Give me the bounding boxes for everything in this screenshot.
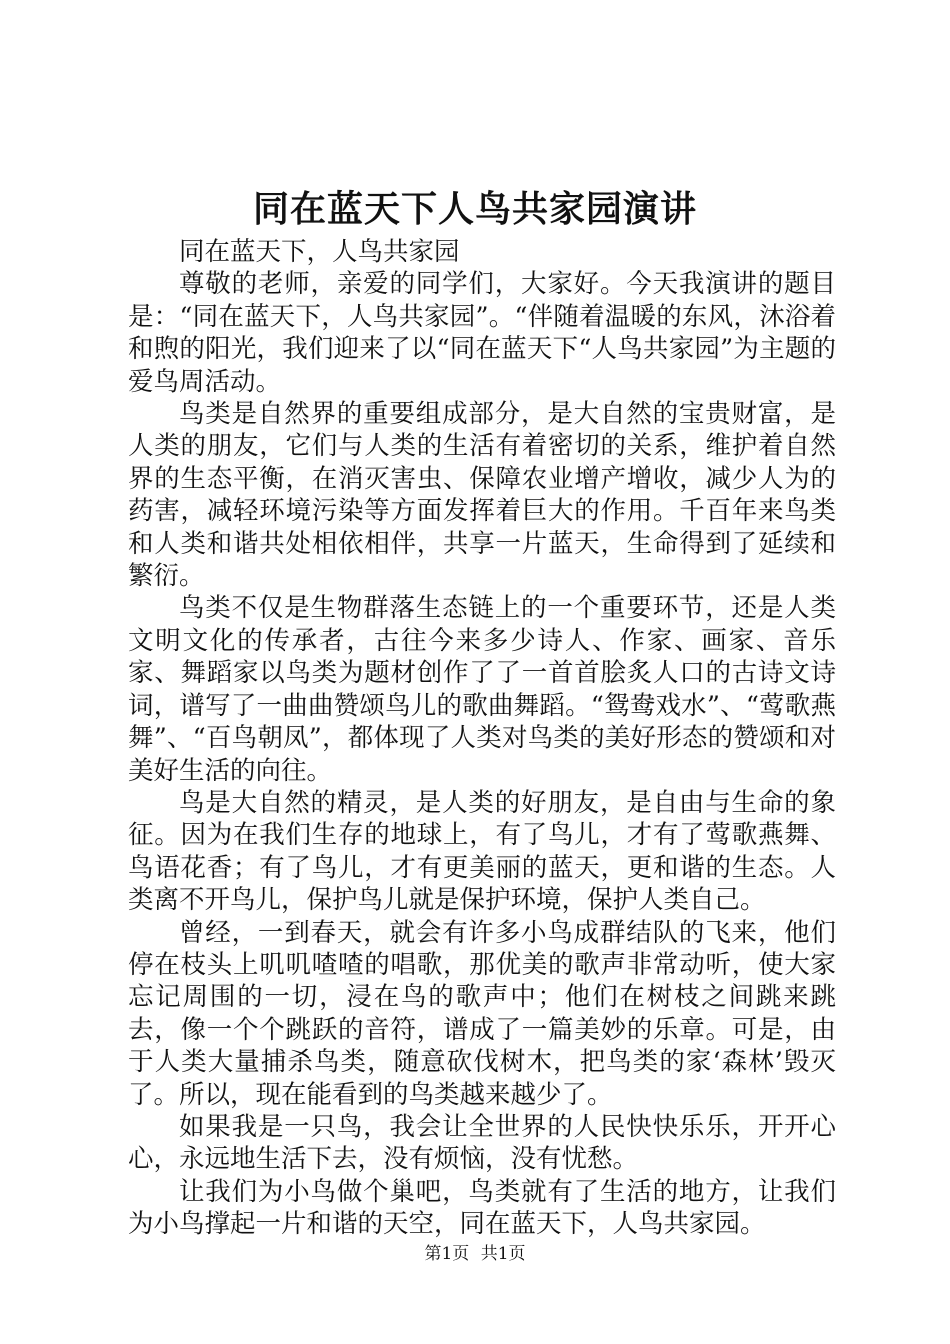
- document-title: 同在蓝天下人鸟共家园演讲: [252, 188, 697, 230]
- paragraph-birds-spirit: 鸟是大自然的精灵，是人类的好朋友，是自由与生命的象征。因为在我们生存的地球上，有了鸟儿，才有了莺歌燕舞、鸟语花香；有了鸟儿，才有更美丽的蓝天，更和谐的生态。人类离不开鸟儿，保护鸟儿就是保护环境，保护人类自己。: [128, 787, 836, 916]
- paragraph-birds-nature: 鸟类是自然界的重要组成部分，是大自然的宝贵财富，是人类的朋友，它们与人类的生活有着密切的关系，维护着自然界的生态平衡，在消灭害虫、保障农业增产增收，减少人为的药害，减轻环境污染等方面发挥着巨大的作用。千百年来鸟类和人类和谐共处相依相伴，共享一片蓝天，生命得到了延续和繁衍。: [128, 399, 836, 592]
- paragraph-greeting: 尊敬的老师，亲爱的同学们，大家好。今天我演讲的题目是：“同在蓝天下，人鸟共家园”。“伴随着温暖的东风，沐浴着和煦的阳光，我们迎来了以“同在蓝天下“人鸟共家园”为主题的爱鸟周活动。: [128, 269, 836, 397]
- page-total: 共1页: [480, 1244, 526, 1264]
- document-body: [128, 236, 836, 1241]
- paragraph-spring-memory: 曾经，一到春天，就会有许多小鸟成群结队的飞来，他们停在枝头上叽叽喳喳的唱歌，那优美的歌声非常动听，使大家忘记周围的一切，浸在鸟的歌声中；他们在树枝之间跳来跳去，像一个个跳跃的音符，谱成了一篇美妙的乐章。可是，由于人类大量捕杀鸟类，随意砍伐树木，把鸟类的家‘森林’毁灭了。所以，现在能看到的鸟类越来越少了。: [128, 917, 836, 1110]
- paragraph-subtitle: 同在蓝天下，人鸟共家园: [179, 237, 460, 267]
- paragraph-if-i-were-bird: 如果我是一只鸟，我会让全世界的人民快快乐乐，开开心心，永远地生活下去，没有烦恼，没有忧愁。: [128, 1111, 836, 1175]
- page-footer: [0, 1242, 950, 1266]
- paragraph-birds-culture: 鸟类不仅是生物群落生态链上的一个重要环节，还是人类文明文化的传承者，古往今来多少诗人、作家、画家、音乐家、舞蹈家以鸟类为题材创作了了一首首脍炙人口的古诗文诗词，谱写了一曲曲赞颂鸟儿的歌曲舞蹈。“鸳鸯戏水”、“莺歌燕舞”、“百鸟朝凤”，都体现了人类对鸟类的美好形态的赞颂和对美好生活的向往。: [128, 593, 836, 786]
- page-number: 第1页: [424, 1244, 470, 1264]
- paragraph-closing: 让我们为小鸟做个巢吧，鸟类就有了生活的地方，让我们为小鸟撑起一片和谐的天空，同在蓝天下，人鸟共家园。: [128, 1176, 836, 1240]
